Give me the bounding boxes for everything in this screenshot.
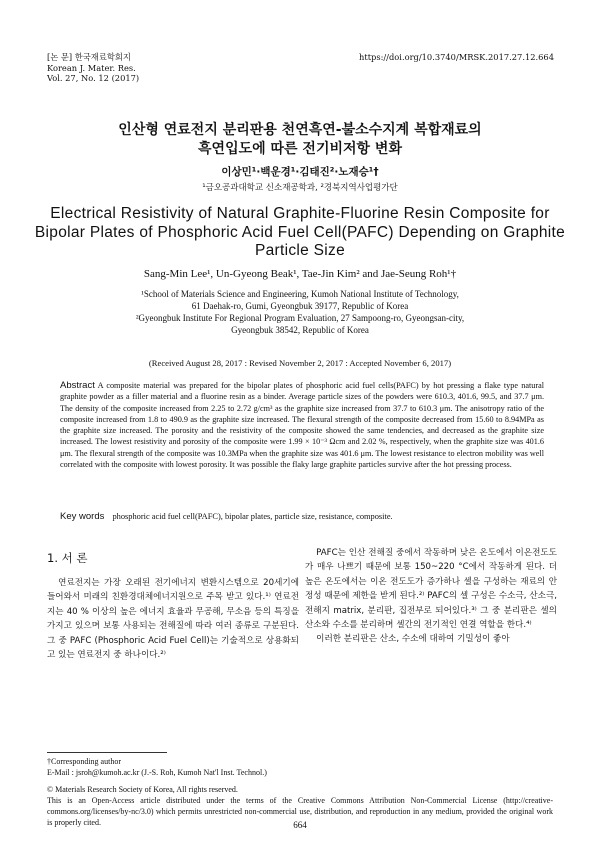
english-affiliations xyxy=(60,288,540,336)
korean-title xyxy=(0,121,600,159)
journal-header xyxy=(47,52,139,84)
copyright-notice: © Materials Research Society of Korea, All rights reserved. xyxy=(47,785,238,794)
license-text: This is an Open-Access article distributed under the terms of the Creative Commons Attribution Non-Commercial License (http://creative-commons.org/licenses/by-nc/3.0) which permits unrestricted non-commercial use, distribution, and reproduction in any medium, provided the original work is properly cited. xyxy=(47,796,553,827)
affiliation-line-3: ²Gyeongbuk Institute For Regional Program Evaluation, 27 Sampoong-ro, Gyeongsan-city, xyxy=(135,313,465,323)
section-title: 1. 서 론 xyxy=(47,551,88,565)
abstract xyxy=(60,380,544,470)
affiliation-line-4: Gyeongbuk 38542, Republic of Korea xyxy=(231,325,369,335)
corresponding-author: †Corresponding author xyxy=(47,757,121,766)
affiliation-line-1: ¹School of Materials Science and Engineering, Kumoh National Institute of Technology, xyxy=(141,289,459,299)
korean-title-line-1: 인산형 연료전지 분리판용 천연흑연-불소수지계 복합재료의 xyxy=(118,122,482,138)
english-authors: Sang-Min Lee¹, Un-Gyeong Beak¹, Tae-Jin Kim² and Jae-Seung Roh¹† xyxy=(143,268,457,280)
keywords-label: Key words xyxy=(60,511,105,522)
journal-line-1: [논 문] 한국재료학회지 xyxy=(47,52,131,62)
journal-line-2: Korean J. Mater. Res. xyxy=(47,62,136,73)
keywords-text: phosphoric acid fuel cell(PAFC), bipolar plates, particle size, resistance, composite. xyxy=(112,512,393,521)
keywords xyxy=(60,511,544,522)
footnote-divider xyxy=(47,752,167,753)
korean-affiliations: ¹금오공과대학교 신소재공학과, ²경북지역사업평가단 xyxy=(202,183,398,193)
doi-link[interactable]: https://doi.org/10.3740/MRSK.2017.27.12.664 xyxy=(359,52,554,62)
right-paragraph-1: PAFC는 인산 전해질 중에서 작동하며 낮은 온도에서 이온전도도가 매우 나쁘기 때문에 보통 150~220 °C에서 작동하게 된다. 더 높은 온도에서는 이온 전도도가 증가하나 셀을 구성하는 재료의 안정성 때문에 제한을 받게 된다.²⁾ PAFC의 셀 구성은 수소극, 산소극, 전해지 matrix, 분리판, 집전부로 되어있다.³⁾ 그 중 분리판은 셀의 산소와 수소를 분리하며 셀간의 전기적인 연결 역할을 한다.⁴⁾ xyxy=(305,548,557,631)
footnote xyxy=(47,756,267,778)
left-column xyxy=(47,576,299,662)
received-dates: (Received August 28, 2017 : Revised November 2, 2017 : Accepted November 6, 2017) xyxy=(148,358,452,368)
korean-title-line-2: 흑연입도에 따른 전기비저항 변화 xyxy=(198,141,402,157)
affiliation-line-2: 61 Daehak-ro, Gumi, Gyeongbuk 39177, Republic of Korea xyxy=(191,301,409,311)
left-paragraph: 연료전지는 가장 오래된 전기에너지 변환시스템으로 20세기에 들어와서 미래의 친환경대체에너지원으로 주목 받고 있다.¹⁾ 연료전지는 40 % 이상의 높은 에너지 효율과 무공해, 무소음 등의 특징을 가지고 있으며 보통 사용되는 전해질에 따라 여러 종류로 구분된다. 그 중 PAFC (Phosphoric Acid Fuel Cell)는 기술적으로 상용화되고 있는 연료전지 중 하나이다.²⁾ xyxy=(47,578,299,661)
english-title: Electrical Resistivity of Natural Graphite-Fluorine Resin Composite for Bipolar Plates of Phosphoric Acid Fuel Cell(PAFC) Depending on Graphite Particle Size xyxy=(34,205,566,259)
corresponding-email: E-Mail : jsroh@kumoh.ac.kr (J.-S. Roh, Kumoh Nat'l Inst. Technol.) xyxy=(47,768,267,777)
right-column xyxy=(305,546,557,647)
journal-line-3: Vol. 27, No. 12 (2017) xyxy=(47,73,140,83)
page-number: 664 xyxy=(293,820,307,830)
abstract-text: A composite material was prepared for the bipolar plates of phosphoric acid fuel cells(PAFC) by hot pressing a flake type natural graphite powder as a filler material and a fluorine resin as a binder. Average particle sizes of the powders were 610.3, 401.6, 99.5, and 37.7 μm. The density of the composite increased from 2.25 to 2.72 g/cm³ as the graphite size increased from 37.7 to 610.3 μm. The anisotropy ratio of the composite increased from 1.8 to 490.9 as the graphite size increased. The flexural strength of the composite decreased from 15.60 to 8.94MPa as the graphite size increased. The porosity and the resistivity of the composite showed the same tendencies, and decreased as the graphite size increased. The lowest resistivity and porosity of the composite were 1.99 × 10⁻³ Ωcm and 2.02 %, respectively, when the graphite size was 401.6 μm. The flexural strength of the composite was 10.3MPa when the graphite size was 401.6 μm. The lowest resistance to electron mobility was well correlated with the composite with lowest porosity. It was possible the flaky large graphite particles survive after the hot pressing process. xyxy=(60,381,544,470)
right-paragraph-2: 이러한 분리판은 산소, 수소에 대하여 기밀성이 좋아 xyxy=(316,634,510,645)
korean-authors: 이상민¹·백운경¹·김태진²·노재승¹† xyxy=(221,166,379,178)
abstract-label: Abstract xyxy=(60,380,95,391)
